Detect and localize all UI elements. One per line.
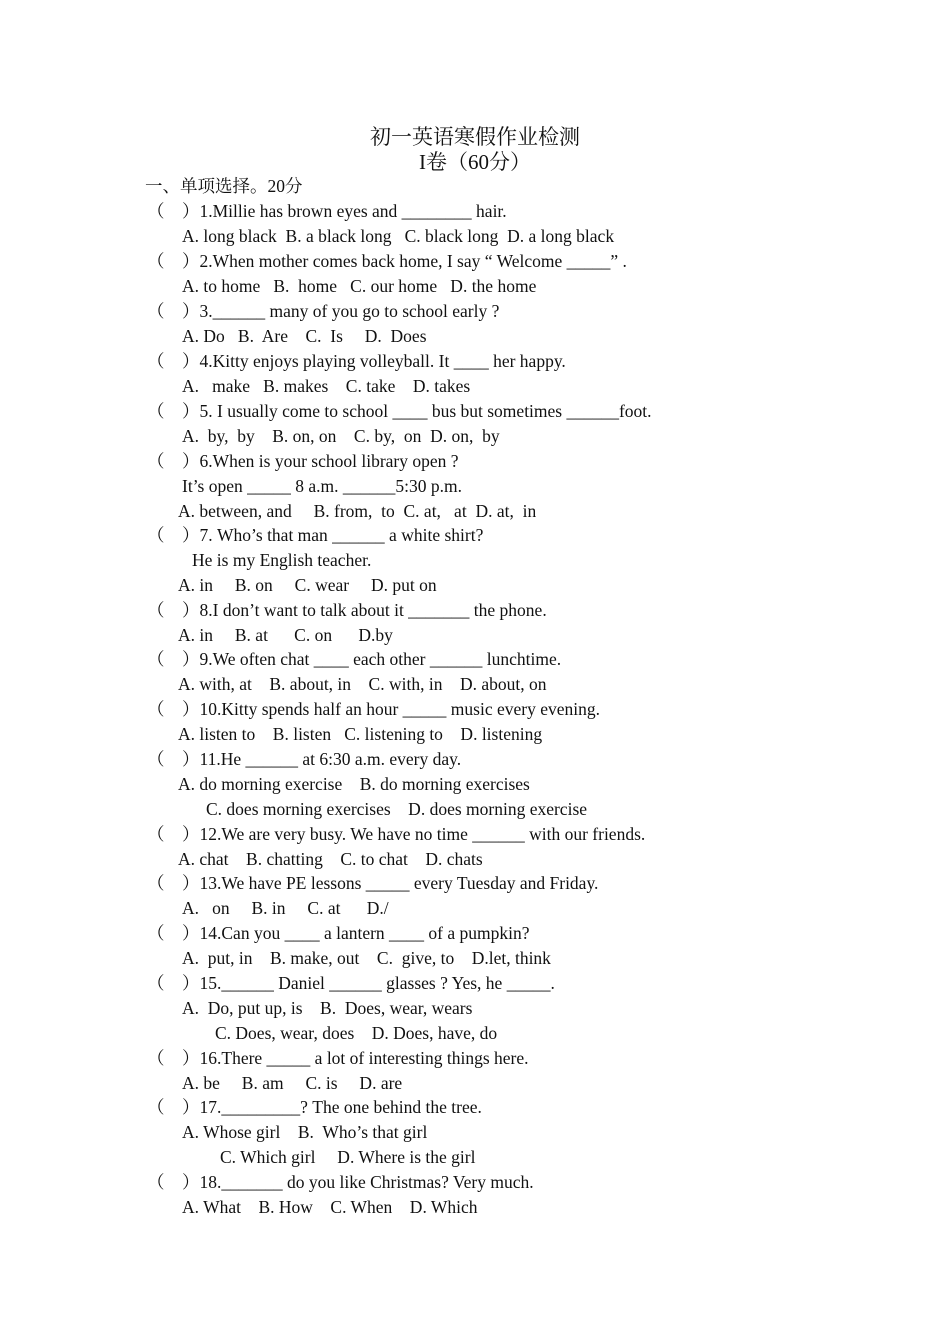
page-subtitle: I卷（60分）: [419, 150, 531, 174]
question-15-options-c-d: C. Does, wear, does D. Does, have, do: [215, 1023, 498, 1043]
page-title: 初一英语寒假作业检测: [370, 125, 580, 149]
question-4-options: A. make B. makes C. take D. takes: [182, 376, 471, 396]
question-6-stem: （ ）6.When is your school library open ?: [147, 451, 459, 471]
question-11-options-a-b: A. do morning exercise B. do morning exercises: [178, 774, 530, 794]
question-11-stem: （ ）11.He ______ at 6:30 a.m. every day.: [147, 749, 462, 769]
question-3-options: A. Do B. Are C. Is D. Does: [182, 326, 427, 346]
question-6-options: A. between, and B. from, to C. at, at D. at, in: [178, 501, 537, 521]
question-16-options: A. be B. am C. is D. are: [182, 1073, 403, 1093]
section-heading: 一、单项选择。20分: [145, 176, 303, 196]
question-7-options: A. in B. on C. wear D. put on: [178, 575, 437, 595]
question-2-stem: （ ）2.When mother comes back home, I say “ Welcome _____” .: [147, 251, 627, 271]
question-11-options-c-d: C. does morning exercises D. does morning exercise: [206, 799, 588, 819]
question-15-options-a-b: A. Do, put up, is B. Does, wear, wears: [182, 998, 473, 1018]
question-4-stem: （ ）4.Kitty enjoys playing volleyball. It ____ her happy.: [147, 351, 566, 371]
question-13-stem: （ ）13.We have PE lessons _____ every Tuesday and Friday.: [147, 873, 599, 893]
question-12-stem: （ ）12.We are very busy. We have no time ______ with our friends.: [147, 824, 646, 844]
question-13-options: A. on B. in C. at D./: [182, 898, 389, 918]
question-17-options-a-b: A. Whose girl B. Who’s that girl: [182, 1122, 428, 1142]
question-3-stem: （ ）3.______ many of you go to school early ?: [147, 301, 500, 321]
question-1-stem: （ ）1.Millie has brown eyes and ________ hair.: [147, 201, 507, 221]
question-18-stem: （ ）18._______ do you like Christmas? Very much.: [147, 1172, 534, 1192]
question-8-stem: （ ）8.I don’t want to talk about it _______ the phone.: [147, 600, 547, 620]
question-15-stem: （ ）15.______ Daniel ______ glasses ? Yes, he _____.: [147, 973, 555, 993]
question-7-context: He is my English teacher.: [192, 550, 372, 570]
question-14-stem: （ ）14.Can you ____ a lantern ____ of a pumpkin?: [147, 923, 530, 943]
question-14-options: A. put, in B. make, out C. give, to D.let, think: [182, 948, 551, 968]
question-6-context: It’s open _____ 8 a.m. ______5:30 p.m.: [182, 476, 462, 496]
question-10-stem: （ ）10.Kitty spends half an hour _____ music every evening.: [147, 699, 600, 719]
question-16-stem: （ ）16.There _____ a lot of interesting things here.: [147, 1048, 529, 1068]
question-17-options-c-d: C. Which girl D. Where is the girl: [220, 1147, 476, 1167]
question-9-options: A. with, at B. about, in C. with, in D. about, on: [178, 674, 547, 694]
question-2-options: A. to home B. home C. our home D. the home: [182, 276, 537, 296]
question-10-options: A. listen to B. listen C. listening to D. listening: [178, 724, 543, 744]
question-12-options: A. chat B. chatting C. to chat D. chats: [178, 849, 483, 869]
question-1-options: A. long black B. a black long C. black long D. a long black: [182, 226, 615, 246]
question-5-stem: （ ）5. I usually come to school ____ bus but sometimes ______foot.: [147, 401, 652, 421]
question-7-stem: （ ）7. Who’s that man ______ a white shirt?: [147, 525, 484, 545]
question-18-options: A. What B. How C. When D. Which: [182, 1197, 478, 1217]
question-8-options: A. in B. at C. on D.by: [178, 625, 393, 645]
question-9-stem: （ ）9.We often chat ____ each other ______ lunchtime.: [147, 649, 562, 669]
question-5-options: A. by, by B. on, on C. by, on D. on, by: [182, 426, 500, 446]
question-17-stem: （ ）17._________? The one behind the tree.: [147, 1097, 482, 1117]
